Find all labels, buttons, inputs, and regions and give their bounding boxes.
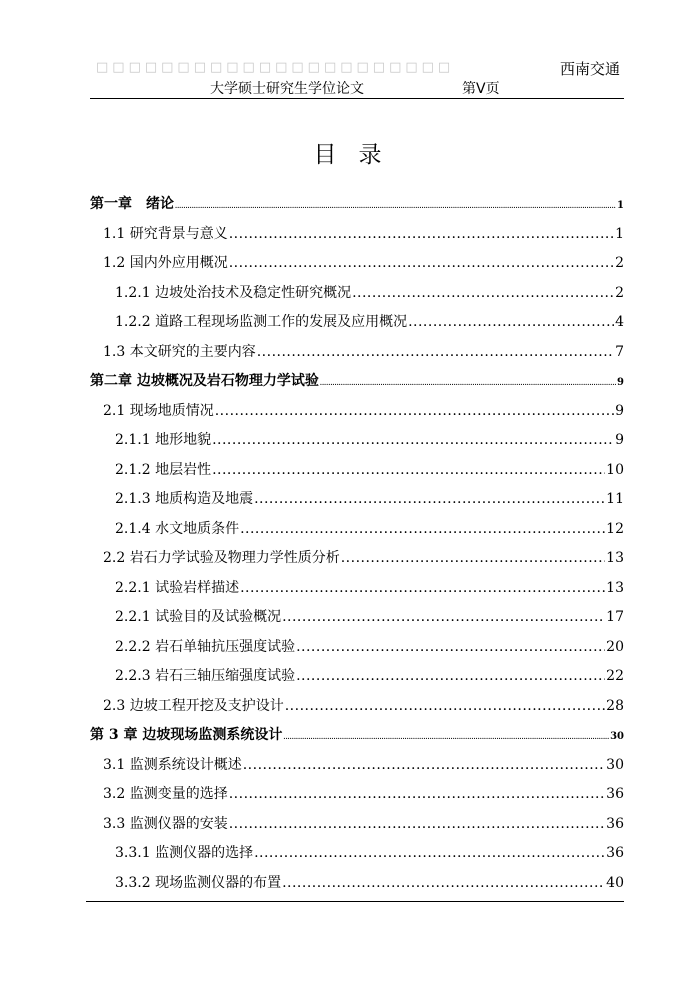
toc-section-entry[interactable] [90, 459, 624, 489]
toc-entry-label: 2.1.3 地质构造及地震 [115, 491, 254, 507]
toc-leader-dots [285, 698, 605, 714]
toc-chapter-entry[interactable] [90, 724, 624, 754]
toc-section-entry[interactable] [90, 754, 624, 784]
header-thesis-title: 大学硕士研究生学位论文 [210, 81, 364, 97]
toc-leader-dots [282, 609, 605, 625]
toc-entry-label: 2.1.2 地层岩性 [115, 461, 212, 478]
toc-section-entry[interactable] [90, 842, 624, 872]
toc-entry-label: 第二章 边坡概况及岩石物理力学试验 [90, 373, 319, 389]
toc-entry-page: 2 [615, 284, 624, 301]
header-page-number: 第V页 [462, 81, 500, 97]
toc-entry-page: 2 [615, 255, 624, 271]
toc-section-entry[interactable] [90, 341, 624, 371]
toc-leader-dots [215, 403, 614, 419]
toc-entry-label: 3.3 监测仪器的安装 [103, 815, 228, 832]
toc-entry-page: 36 [606, 845, 624, 861]
header-university: 西南交通 [559, 60, 620, 78]
toc-section-entry[interactable] [90, 400, 624, 430]
toc-entry-page: 13 [606, 550, 624, 566]
toc-entry-label: 2.2.2 岩石单轴抗压强度试验 [115, 638, 296, 655]
toc-leader-dots [257, 344, 614, 360]
toc-section-entry[interactable] [90, 429, 624, 459]
toc-leader-dots [243, 757, 605, 773]
toc-leader-dots [229, 226, 614, 242]
toc-entry-page: 36 [606, 815, 624, 832]
toc-entry-label: 2.1 现场地质情况 [103, 402, 214, 419]
table-of-contents [90, 193, 624, 901]
toc-leader-dots [229, 255, 614, 271]
toc-leader-dots [254, 491, 605, 507]
toc-leader-dots [229, 816, 605, 832]
toc-entry-page: 36 [606, 786, 624, 802]
toc-entry-page: 22 [606, 668, 624, 684]
toc-entry-label: 2.2 岩石力学试验及物理力学性质分析 [103, 550, 340, 566]
toc-entry-label: 3.2 监测变量的选择 [103, 786, 228, 802]
toc-entry-label: 1.2.2 道路工程现场监测工作的发展及应用概况 [115, 314, 408, 330]
page-header [90, 56, 624, 100]
toc-entry-label: 3.3.1 监测仪器的选择 [115, 845, 254, 861]
toc-leader-dots [282, 875, 605, 891]
toc-entry-page: 7 [615, 343, 624, 360]
toc-leader-dots [212, 462, 605, 478]
toc-entry-page: 17 [606, 609, 624, 625]
toc-entry-label: 2.2.1 试验目的及试验概况 [115, 609, 282, 625]
toc-leader-dots [320, 373, 616, 389]
toc-section-entry[interactable] [90, 488, 624, 518]
toc-entry-label: 第一章 绪论 [90, 196, 174, 212]
toc-leader-dots [254, 845, 605, 861]
toc-entry-page: 9 [617, 377, 624, 388]
toc-leader-dots [283, 727, 609, 743]
toc-section-entry[interactable] [90, 813, 624, 843]
toc-section-entry[interactable] [90, 252, 624, 282]
toc-leader-dots [175, 196, 616, 212]
toc-entry-page: 40 [606, 874, 624, 891]
toc-section-entry[interactable] [90, 223, 624, 253]
toc-entry-label: 3.3.2 现场监测仪器的布置 [115, 874, 282, 891]
toc-section-entry[interactable] [90, 665, 624, 695]
toc-entry-label: 3.1 监测系统设计概述 [103, 756, 242, 773]
toc-chapter-entry[interactable] [90, 370, 624, 400]
footer-rule [86, 901, 624, 902]
toc-entry-page: 12 [606, 520, 624, 537]
toc-leader-dots [408, 314, 614, 330]
toc-entry-page: 11 [606, 491, 624, 507]
toc-section-entry[interactable] [90, 311, 624, 341]
toc-entry-page: 9 [615, 432, 624, 448]
toc-leader-dots [296, 668, 605, 684]
toc-entry-page: 30 [606, 756, 624, 773]
toc-section-entry[interactable] [90, 518, 624, 548]
toc-leader-dots [229, 786, 605, 802]
toc-section-entry[interactable] [90, 282, 624, 312]
toc-chapter-entry[interactable] [90, 193, 624, 223]
toc-section-entry[interactable] [90, 695, 624, 725]
toc-entry-page: 1 [617, 200, 624, 211]
toc-section-entry[interactable] [90, 783, 624, 813]
toc-section-entry[interactable] [90, 547, 624, 577]
toc-leader-dots [341, 550, 605, 566]
header-placeholder-dots: □□□□□□□□□□□□□□□□□□□□□□ [96, 60, 455, 75]
toc-leader-dots [352, 285, 614, 301]
toc-leader-dots [296, 639, 605, 655]
toc-entry-page: 13 [606, 579, 624, 596]
toc-leader-dots [240, 580, 605, 596]
toc-entry-label: 1.2.1 边坡处治技术及稳定性研究概况 [115, 284, 352, 301]
toc-entry-page: 9 [615, 402, 624, 419]
toc-entry-page: 1 [615, 225, 624, 242]
toc-entry-label: 2.2.1 试验岩样描述 [115, 579, 240, 596]
toc-leader-dots [212, 432, 614, 448]
toc-entry-page: 30 [610, 731, 624, 742]
toc-entry-label: 2.1.1 地形地貌 [115, 432, 212, 448]
toc-entry-label: 1.2 国内外应用概况 [103, 255, 228, 271]
toc-title: 目录 [313, 142, 404, 168]
toc-entry-label: 1.3 本文研究的主要内容 [103, 343, 256, 360]
toc-leader-dots [240, 521, 605, 537]
toc-entry-page: 28 [606, 697, 624, 714]
toc-entry-label: 1.1 研究背景与意义 [103, 225, 228, 242]
toc-entry-page: 20 [606, 638, 624, 655]
toc-entry-page: 10 [606, 461, 624, 478]
toc-section-entry[interactable] [90, 872, 624, 902]
header-rule [90, 98, 624, 99]
toc-entry-label: 2.1.4 水文地质条件 [115, 520, 240, 537]
toc-entry-label: 2.3 边坡工程开挖及支护设计 [103, 697, 284, 714]
toc-entry-page: 4 [615, 314, 624, 330]
toc-section-entry[interactable] [90, 606, 624, 636]
toc-section-entry[interactable] [90, 577, 624, 607]
toc-entry-label: 第 3 章 边坡现场监测系统设计 [90, 727, 283, 743]
toc-section-entry[interactable] [90, 636, 624, 666]
toc-entry-label: 2.2.3 岩石三轴压缩强度试验 [115, 668, 296, 684]
